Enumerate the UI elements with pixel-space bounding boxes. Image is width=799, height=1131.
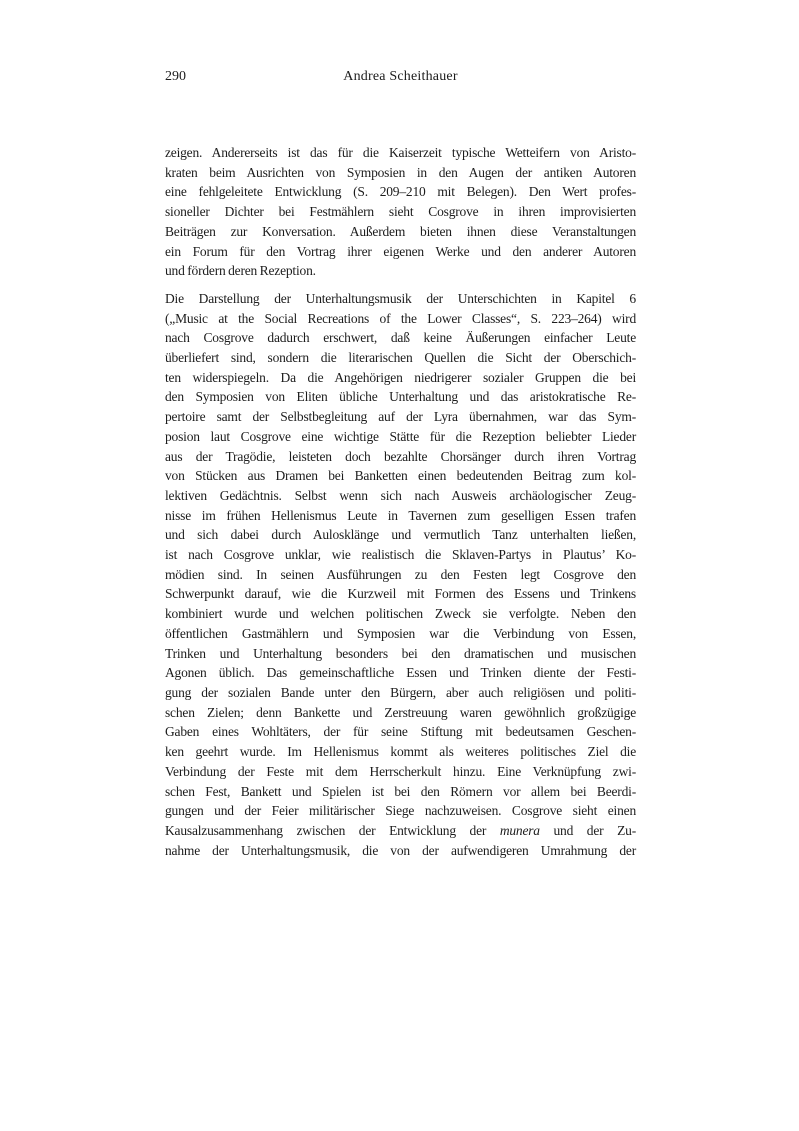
- text-line: ist nach Cosgrove unklar, wie realistisch die Sklaven-Partys in Plautus’ Ko-: [165, 547, 636, 563]
- text-line: schen Fest, Bankett und Spielen ist bei den Römern vor allem bei Beerdi-: [165, 783, 636, 799]
- text-line: sioneller Dichter bei Festmählern sieht Cosgrove in ihren improvisierten: [165, 204, 636, 220]
- text-line: Verbindung der Feste mit dem Herrscherkult hinzu. Eine Verknüpfung zwi-: [165, 763, 636, 779]
- text-line: nisse im frühen Hellenismus Leute in Tavernen zum geselligen Essen trafen: [165, 507, 636, 523]
- text-segment: Kausalzusammenhang zwischen der Entwicklung der: [165, 822, 500, 838]
- text-line: ten widerspiegeln. Da die Angehörigen niedrigerer sozialer Gruppen die bei: [165, 369, 636, 385]
- text-line: Agonen üblich. Das gemeinschaftliche Essen und Trinken diente der Festi-: [165, 665, 636, 681]
- text-line: Gaben eines Wohltäters, der für seine Stiftung mit bedeutsamen Geschen-: [165, 724, 636, 740]
- text-line: pertoire samt der Selbstbegleitung auf der Lyra übernahmen, war das Sym-: [165, 409, 636, 425]
- text-line: schen Zielen; denn Bankette und Zerstreuung waren gewöhnlich großzügige: [165, 704, 636, 720]
- text-line: den Symposien von Eliten übliche Unterhaltung und das aristokratische Re-: [165, 389, 636, 405]
- text-line: ein Forum für den Vortrag ihrer eigenen Werke und den anderer Autoren: [165, 243, 636, 259]
- text-column: [165, 69, 636, 860]
- text-line: zeigen. Andererseits ist das für die Kaiserzeit typische Wetteifern von Aristo-: [165, 145, 636, 160]
- text-line: kombiniert wurde und welchen politischen Zweck sie verfolgte. Neben den: [165, 606, 636, 622]
- text-line: mödien sind. In seinen Ausführungen zu den Festen legt Cosgrove den: [165, 566, 636, 582]
- text-line: und sich dabei durch Aulosklänge und vermutlich Tanz unterhalten ließen,: [165, 527, 636, 543]
- text-line: Schwerpunkt darauf, wie die Kurzweil mit Formen des Essens und Trinkens: [165, 586, 636, 602]
- text-line: lektiven Gedächtnis. Selbst wenn sich nach Ausweis archäologischer Zeug-: [165, 487, 636, 503]
- text-line: nahme der Unterhaltungsmusik, die von der aufwendigeren Umrahmung der: [165, 842, 636, 858]
- body-text: [165, 143, 636, 860]
- paragraph: [165, 289, 636, 860]
- text-line: gung der sozialen Bande unter den Bürgern, aber auch religiösen und politi-: [165, 684, 636, 700]
- text-line: aus der Tragödie, leisteten doch bezahlte Chorsänger durch ihren Vortrag: [165, 448, 636, 464]
- running-header: Andrea Scheithauer: [343, 69, 458, 84]
- text-line: posion laut Cosgrove eine wichtige Stätte für die Rezeption beliebter Lieder: [165, 428, 636, 444]
- italic-term: munera: [499, 822, 540, 838]
- text-line: und fördern deren Rezeption.: [165, 263, 316, 279]
- paragraph: [165, 143, 636, 281]
- page-number: 290: [165, 69, 186, 84]
- text-line: („Music at the Social Recreations of the Lower Classes“, S. 223–264) wird: [165, 310, 636, 326]
- text-line: öffentlichen Gastmählern und Symposien war die Verbindung von Essen,: [165, 625, 636, 641]
- text-line: ken geehrt wurde. Im Hellenismus kommt als weiteres politisches Ziel die: [165, 744, 636, 760]
- text-line: überliefert sind, sondern die literarischen Quellen die Sicht der Oberschich-: [165, 350, 636, 366]
- text-segment: und der Zu-: [539, 822, 636, 838]
- text-line: [165, 821, 636, 841]
- page-header: [165, 69, 636, 86]
- text-line: Die Darstellung der Unterhaltungsmusik der Unterschichten in Kapitel 6: [165, 290, 636, 306]
- text-line: nach Cosgrove dadurch erschwert, daß keine Äußerungen einfacher Leute: [165, 330, 636, 346]
- text-line: kraten beim Ausrichten von Symposien in den Augen der antiken Autoren: [165, 164, 636, 180]
- text-line: von Stücken aus Dramen bei Banketten einen bedeutenden Beitrag zum kol-: [165, 468, 636, 484]
- text-line: eine fehlgeleitete Entwicklung (S. 209–210 mit Belegen). Den Wert profes-: [165, 184, 636, 200]
- text-line: Beiträgen zur Konversation. Außerdem bieten ihnen diese Veranstaltungen: [165, 223, 636, 239]
- text-line: gungen und der Feier militärischer Siege nachzuweisen. Cosgrove sieht einen: [165, 803, 636, 819]
- text-line: Trinken und Unterhaltung besonders bei den dramatischen und musischen: [165, 645, 636, 661]
